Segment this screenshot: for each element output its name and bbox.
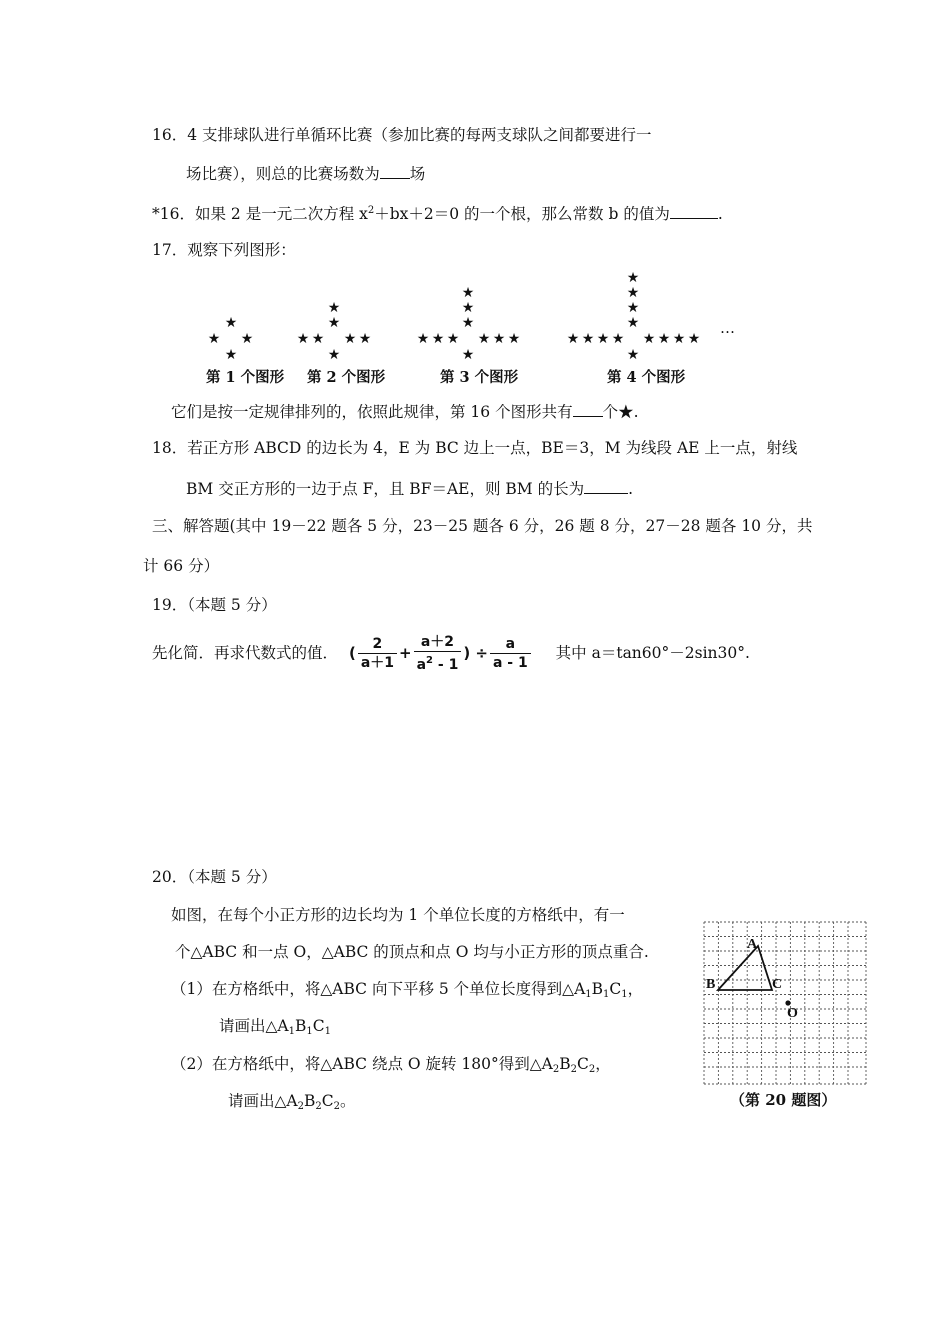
q17-label-1: 第 1 个图形 <box>206 369 285 386</box>
subscript: 2 <box>297 1101 304 1112</box>
q16-answer-blank[interactable] <box>380 163 410 179</box>
q16-line2-end: 场 <box>409 165 426 183</box>
text: C <box>577 1055 589 1073</box>
q20-title: 20．（本题 5 分） <box>152 868 277 886</box>
q17-label-3: 第 3 个图形 <box>440 369 519 386</box>
label-a: A <box>747 937 758 952</box>
q19-close-divide: ) ÷ <box>463 644 488 662</box>
star: ★ <box>611 331 625 347</box>
q19-plus: + <box>399 644 412 662</box>
q19-frac2-den-rest: - 1 <box>433 656 459 673</box>
q17-ellipsis: … <box>720 319 735 337</box>
star: ★ <box>327 300 341 316</box>
label-o: O <box>787 1006 798 1021</box>
q16-line1: 16．4 支排球队进行单循环比赛（参加比赛的每两支球队之间都要进行一 <box>152 126 652 144</box>
star: ★ <box>477 331 491 347</box>
q18-line2 <box>186 478 633 499</box>
q19-frac2-numerator: a＋2 <box>414 633 462 652</box>
q16b-answer-blank[interactable] <box>670 203 718 219</box>
star: ★ <box>492 331 506 347</box>
section3-heading: 三、解答题(其中 19－22 题各 5 分，23－25 题各 6 分，26 题 8 分，27－28 题各 10 分，共 <box>152 517 813 535</box>
star: ★ <box>311 331 325 347</box>
star: ★ <box>461 285 475 301</box>
q20-part1 <box>171 979 643 1005</box>
text: ， <box>595 1055 611 1073</box>
star: ★ <box>461 315 475 331</box>
q16b-text: *16．如果 2 是一元二次方程 x <box>152 205 368 223</box>
triangle-abc <box>718 946 772 990</box>
q17-question <box>171 401 639 422</box>
label-b: B <box>706 977 716 992</box>
star: ★ <box>431 331 445 347</box>
q20-part2-instruction <box>228 1091 356 1117</box>
q16b-line <box>152 201 723 224</box>
star: ★ <box>224 347 238 363</box>
text: B <box>559 1055 571 1073</box>
q18-answer-blank[interactable] <box>584 478 628 494</box>
star: ★ <box>626 300 640 316</box>
q17-label-4: 第 4 个图形 <box>607 369 686 386</box>
subscript: 2 <box>315 1101 322 1112</box>
section3-heading-2: 计 66 分） <box>143 557 220 575</box>
subscript: 1 <box>621 989 628 1000</box>
star: ★ <box>358 331 372 347</box>
subscript: 2 <box>333 1101 341 1112</box>
subscript: 1 <box>603 989 610 1000</box>
star: ★ <box>327 315 341 331</box>
q19-fraction-3 <box>490 635 531 672</box>
q18-line2-end: . <box>628 480 634 498</box>
q20-part2-text: （2）在方格纸中，将△ABC 绕点 O 旋转 180°得到△A <box>171 1055 553 1073</box>
q20-figure-caption: （第 20 题图） <box>730 1091 837 1109</box>
star: ★ <box>626 347 640 363</box>
q17-question-end: 个★. <box>602 403 639 421</box>
star: ★ <box>461 300 475 316</box>
q19-expression-line <box>152 630 750 674</box>
q20-line2: 个△ABC 和一点 O，△ABC 的顶点和点 O 均与小正方形的顶点重合. <box>175 943 649 961</box>
star: ★ <box>224 315 238 331</box>
subscript: 2 <box>588 1064 596 1075</box>
q19-frac1-numerator: 2 <box>358 635 397 654</box>
subscript: 1 <box>288 1026 295 1037</box>
star: ★ <box>626 285 640 301</box>
text: B <box>591 980 604 998</box>
q20-grid-figure <box>700 916 872 1092</box>
text: C <box>321 1092 334 1110</box>
q17-intro: 17．观察下列图形： <box>152 241 296 259</box>
star: ★ <box>240 331 254 347</box>
star: ★ <box>507 331 521 347</box>
q19-frac2-den-exponent: 2 <box>426 654 434 666</box>
q19-fraction-2 <box>414 633 462 674</box>
star: ★ <box>296 331 310 347</box>
text: B <box>304 1092 316 1110</box>
star: ★ <box>446 331 460 347</box>
q19-frac3-denominator: a - 1 <box>492 654 528 671</box>
q19-frac2-denominator <box>414 652 462 674</box>
text: ， <box>627 980 644 998</box>
star: ★ <box>642 331 656 347</box>
star: ★ <box>327 347 341 363</box>
star: ★ <box>566 331 580 347</box>
text: C <box>312 1017 325 1035</box>
text: 。 <box>340 1092 356 1110</box>
q19-frac3-numerator: a <box>490 635 531 654</box>
subscript: 1 <box>324 1026 332 1037</box>
star: ★ <box>672 331 686 347</box>
q19-frac2-den-base: a <box>416 656 427 673</box>
q20-part1-instruction <box>219 1016 331 1042</box>
point-o <box>785 1000 790 1005</box>
star: ★ <box>657 331 671 347</box>
star: ★ <box>416 331 430 347</box>
text: B <box>295 1017 307 1035</box>
q19-open-paren: ( <box>348 644 356 662</box>
text: C <box>609 980 622 998</box>
subscript: 1 <box>306 1026 313 1037</box>
star: ★ <box>343 331 357 347</box>
q16b-text-2: ＋bx＋2＝0 的一个根，那么常数 b 的值为 <box>374 205 670 223</box>
star: ★ <box>581 331 595 347</box>
q19-frac1-denominator: a＋1 <box>360 654 395 671</box>
q20-part2 <box>171 1054 611 1080</box>
grid-lines <box>704 922 866 1086</box>
star: ★ <box>461 347 475 363</box>
q20-line1: 如图，在每个小正方形的边长均为 1 个单位长度的方格纸中，有一 <box>171 906 625 924</box>
text: 请画出△A <box>228 1092 298 1110</box>
star: ★ <box>626 315 640 331</box>
q16b-end: . <box>717 205 723 223</box>
q16-line2-text: 场比赛），则总的比赛场数为 <box>186 165 380 183</box>
q19-title: 19．（本题 5 分） <box>152 596 277 614</box>
q16-line2 <box>186 163 425 184</box>
star: ★ <box>626 270 640 286</box>
q18-line1: 18．若正方形 ABCD 的边长为 4，E 为 BC 边上一点，BE＝3，M 为线段 AE 上一点，射线 <box>152 439 798 457</box>
star: ★ <box>687 331 701 347</box>
q19-lead: 先化简．再求代数式的值． <box>152 644 339 662</box>
q17-answer-blank[interactable] <box>573 401 603 417</box>
text: 请画出△A <box>219 1017 289 1035</box>
q19-fraction-1 <box>358 635 397 672</box>
q17-label-2: 第 2 个图形 <box>307 369 386 386</box>
q19-where: 其中 a＝tan60°－2sin30°. <box>555 644 750 662</box>
q16b-exponent: 2 <box>367 205 375 216</box>
subscript: 1 <box>585 989 592 1000</box>
label-c: C <box>772 977 783 992</box>
star: ★ <box>207 331 221 347</box>
star: ★ <box>596 331 610 347</box>
q18-line2-text: BM 交正方形的一边于点 F，且 BF＝AE，则 BM 的长为 <box>186 480 585 498</box>
q20-part1-text: （1）在方格纸中，将△ABC 向下平移 5 个单位长度得到△A <box>171 980 586 998</box>
q17-question-text: 它们是按一定规律排列的，依照此规律，第 16 个图形共有 <box>171 403 573 421</box>
subscript: 2 <box>552 1064 560 1075</box>
subscript: 2 <box>570 1064 578 1075</box>
